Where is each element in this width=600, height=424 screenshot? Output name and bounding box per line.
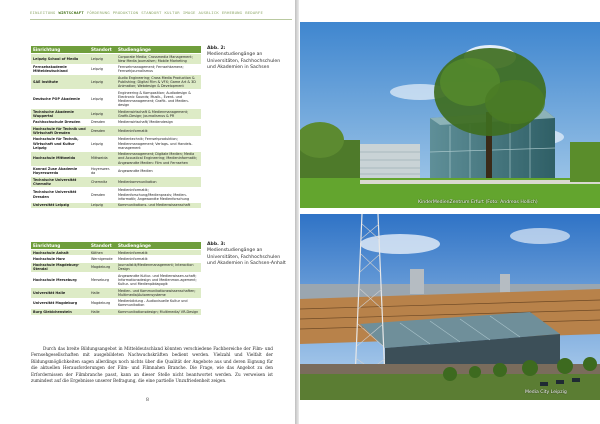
cell-einrichtung: Hochschule Mittweida [31, 152, 89, 166]
cell-studiengaenge: Medieninformatik; Medienforschung/Medienpraxis; Medien-informatik; Angewandte Medienforschung [116, 188, 201, 202]
table-row [31, 90, 201, 108]
cell-standort: Leipzig [89, 65, 116, 75]
cell-einrichtung: Hochschule für Technik, Wirtschaft und Kultur Leipzig [31, 137, 89, 151]
table-header-einrichtung: Einrichtung [31, 46, 89, 53]
caption-label: Abb. 3: [207, 242, 226, 247]
nav-divider [30, 19, 292, 20]
page-number: 8 [146, 398, 149, 403]
cell-einrichtung: Burg Giebichenstein [31, 309, 89, 314]
table-row [31, 54, 201, 64]
table-header-standort: Standort [89, 242, 116, 249]
nav-item-standort[interactable]: STANDORT [141, 10, 162, 15]
table-row [31, 137, 201, 151]
nav-item-wirtschaft[interactable]: WIRTSCHAFT [58, 10, 84, 15]
cell-einrichtung: SAE Institute [31, 75, 89, 89]
cell-einrichtung: Konrad Zuse Akademie Hoyerswerda [31, 167, 89, 177]
cell-studiengaenge: Medienwirtschaft & Medienmanagement; Grafik-Design; Journalismus & PR [116, 109, 201, 119]
table-row [31, 126, 201, 136]
cell-einrichtung: Technische Akademie Wuppertal [31, 109, 89, 119]
cell-studiengaenge: Angewandte Medien [116, 167, 201, 177]
body-paragraph: Durch das breite Bildungsangebot in Mitteldeutschland könnten verschiedene Fachbereiche der Film- und Fernsehgesellschaften mit ausgebildeten Nachwuchskräften bedient werden. Vielzahl und Vielfalt der Bildungsmöglichkeiten sagen allerdings noch nichts über die Qualität der Angebote aus und deren Eignung für die aktuellen Herausforderungen der Film- und Filmnahen Branche. Die Frage, wie das Angebot zu den Erfordernissen der Filmbranche passt, kann an dieser Stelle nicht beantwortet werden. Zu verweisen ist zumindest auf die Ergebnisse unserer Befragung, die eine partielle Unzufriedenheit zeigen. [31, 346, 273, 384]
photo-media-city-leipzig [300, 214, 600, 400]
caption-text: Medienstudiengänge an Universitäten, Fachhochschulen und Akademien in Sachsen-Anhalt [207, 248, 286, 266]
table-row [31, 299, 201, 309]
cell-standort: Merseburg [89, 273, 116, 287]
cell-standort: Dresden [89, 188, 116, 202]
cell-standort: Wernigerode [89, 256, 116, 261]
figure-caption-2 [207, 46, 287, 71]
table-row [31, 65, 201, 75]
cell-einrichtung: Hochschule Harz [31, 256, 89, 261]
cell-studiengaenge: Medieninformatik [116, 126, 201, 136]
cell-einrichtung: Universität Leipzig [31, 203, 89, 208]
building-photo-2 [300, 214, 600, 400]
cell-standort: Leipzig [89, 90, 116, 108]
table-header-einrichtung: Einrichtung [31, 242, 89, 249]
figure-caption-3 [207, 242, 287, 267]
cell-einrichtung: Leipzig School of Media [31, 54, 89, 64]
table-row [31, 177, 201, 187]
table-saxony-media-studies [31, 45, 201, 209]
table-row [31, 288, 201, 298]
cell-einrichtung: Universität Magdeburg [31, 299, 89, 309]
table-row [31, 75, 201, 89]
cell-einrichtung: Fachhochschule Dresden [31, 120, 89, 125]
cell-studiengaenge: Angewandte Kultur- und Medienwissen-schaft; Informationsdesign und Medienman-agement; Kultur- und Medienpädagogik [116, 273, 201, 287]
cell-standort: Halle [89, 288, 116, 298]
caption-label: Abb. 2: [207, 46, 226, 51]
cell-studiengaenge: Kommunikations- und Medienwissenschaft [116, 203, 201, 208]
table-row [31, 188, 201, 202]
cell-studiengaenge: Journalistik/Medienmanagement; Interaction Design [116, 263, 201, 273]
cell-studiengaenge: Medieninformatik [116, 250, 201, 255]
cell-studiengaenge: Engineering & Komposition; Audiodesign & Electronic Sounds; Musik-, Event- und Medienmanagement; Grafik- und Medien-design [116, 90, 201, 108]
table-header-standort: Standort [89, 46, 116, 53]
cell-standort: Leipzig [89, 137, 116, 151]
cell-einrichtung: Deutsche POP Akademie [31, 90, 89, 108]
cell-studiengaenge: Medientechnik; Fernsehproduktion; Medienmanagement; Verlags- und Handels-management [116, 137, 201, 151]
chapter-navigation [30, 10, 292, 19]
cell-studiengaenge: Medienkommunikation [116, 177, 201, 187]
nav-item-ausblick[interactable]: AUSBLICK [198, 10, 219, 15]
table-row [31, 250, 201, 255]
nav-item-produktion[interactable]: PRODUKTION [112, 10, 139, 15]
photo-credit: Media City Leipzig [525, 390, 567, 395]
cell-standort: Magdeburg [89, 263, 116, 273]
cell-einrichtung: Fernsehakademie Mitteldeutschland [31, 65, 89, 75]
cell-standort: Leipzig [89, 54, 116, 64]
cell-studiengaenge: Fernsehmanagement; Fernsehkamera; Fernsehjournalismus [116, 65, 201, 75]
cell-standort: Köthen [89, 250, 116, 255]
cell-standort: Leipzig [89, 203, 116, 208]
table-header-studiengaenge: Studiengänge [116, 242, 201, 249]
caption-text: Medienstudiengänge an Universitäten, Fachhochschulen und Akademien in Sachsen [207, 52, 281, 70]
cell-standort: Halle [89, 309, 116, 314]
table-row [31, 203, 201, 208]
nav-item-kultur[interactable]: KULTUR [164, 10, 180, 15]
cell-einrichtung: Technische Universität Chemnitz [31, 177, 89, 187]
cell-studiengaenge: Medieninformatik [116, 256, 201, 261]
cell-einrichtung: Technische Universität Dresden [31, 188, 89, 202]
table-row [31, 309, 201, 314]
table-header-studiengaenge: Studiengänge [116, 46, 201, 53]
table-saxony-anhalt-media-studies [31, 241, 201, 316]
cell-standort: Leipzig [89, 75, 116, 89]
cell-studiengaenge: Medienmanagement; Digitale Medien; Media and Acoustical Engineering; Medieninformatik; Angewandte Medien: Film und Fernsehen [116, 152, 201, 166]
table-row [31, 263, 201, 273]
cell-standort: Hoyerswer-da [89, 167, 116, 177]
cell-standort: Dresden [89, 126, 116, 136]
table-row [31, 256, 201, 261]
table-row [31, 152, 201, 166]
nav-item-erhebung[interactable]: ERHEBUNG [221, 10, 243, 15]
cell-studiengaenge: Audio Engineering; Cross Media Production & Publishing; Digital Film & VFX; Game Art & 3D Animation; Webdesign & Development [116, 75, 201, 89]
cell-studiengaenge: Corporate Media; Crossmedia Management; New Media Journalism; Mobile Marketing [116, 54, 201, 64]
cell-standort: Mittweida [89, 152, 116, 166]
cell-einrichtung: Hochschule Anhalt [31, 250, 89, 255]
cell-studiengaenge: Medienbildung - Audiovisuelle Kultur und Kommunikation [116, 299, 201, 309]
cell-studiengaenge: Medienwirtschaft/ Mediendesign [116, 120, 201, 125]
table-row [31, 109, 201, 119]
nav-item-image[interactable]: IMAGE [182, 10, 196, 15]
left-page [0, 0, 295, 424]
cell-studiengaenge: Medien- und Kommunikationswissenschaften; Multimedia/Autorensysteme [116, 288, 201, 298]
nav-item-einleitung[interactable]: EINLEITUNG [30, 10, 56, 15]
nav-item-förderung[interactable]: FÖRDERUNG [86, 10, 110, 15]
cell-standort: Chemnitz [89, 177, 116, 187]
cell-einrichtung: Universität Halle [31, 288, 89, 298]
photo-credit: KinderMedienZentrum Erfurt (Foto: Andreas Hollich) [418, 200, 538, 205]
cell-standort: Leipzig [89, 109, 116, 119]
cell-einrichtung: Hochschule Merseburg [31, 273, 89, 287]
cell-studiengaenge: Kommunikationsdesign; Multimedia/ VR-Design [116, 309, 201, 314]
cell-standort: Magdeburg [89, 299, 116, 309]
table-row [31, 120, 201, 125]
cell-einrichtung: Hochschule Magdeburg-Stendal [31, 263, 89, 273]
cell-einrichtung: Hochschule für Technik und Wirtschaft Dresden [31, 126, 89, 136]
building-photo-1 [300, 22, 600, 208]
nav-item-bedarfe[interactable]: BEDARFE [245, 10, 264, 15]
table-row [31, 273, 201, 287]
cell-standort: Dresden [89, 120, 116, 125]
table-row [31, 167, 201, 177]
photo-kindermedienzentrum [300, 22, 600, 208]
